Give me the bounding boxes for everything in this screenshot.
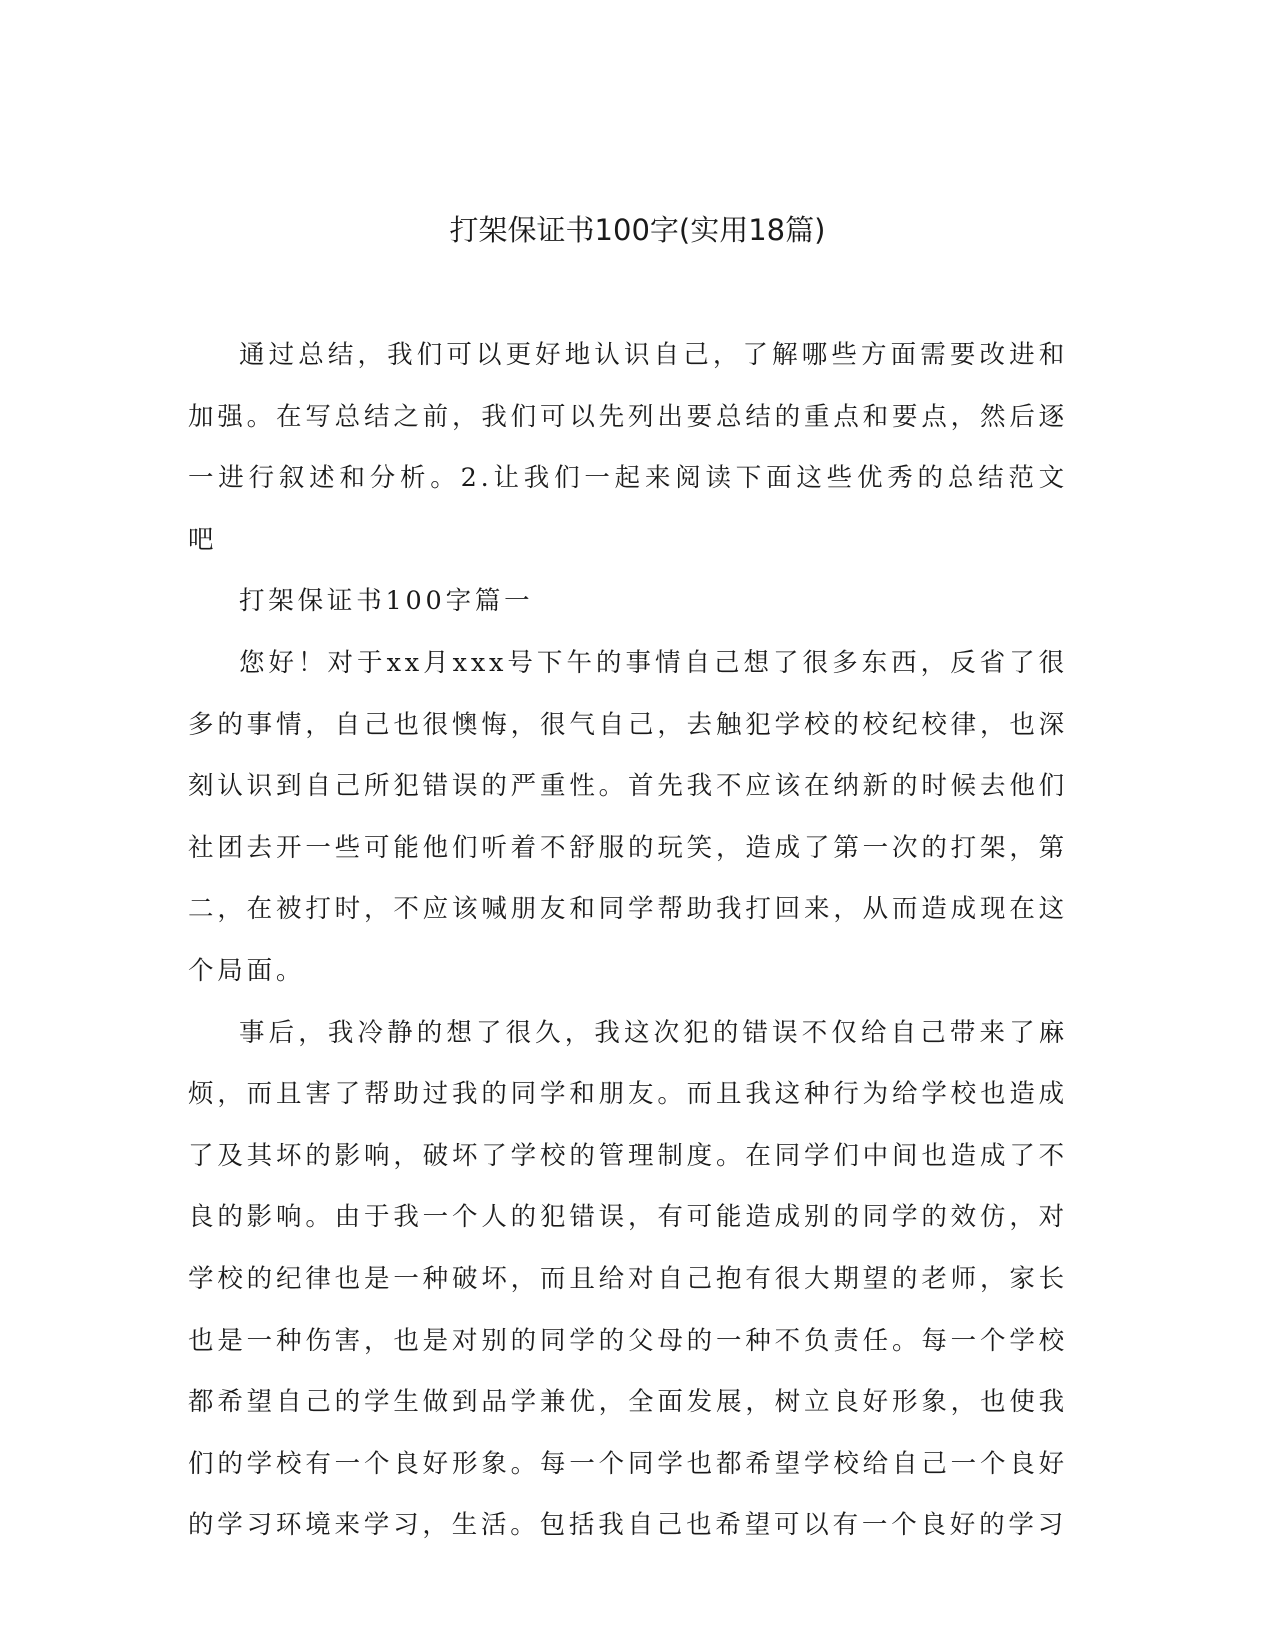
- intro-paragraph: 通过总结，我们可以更好地认识自己，了解哪些方面需要改进和加强。在写总结之前，我们可以先列出要总结的重点和要点，然后逐一进行叙述和分析。2.让我们一起来阅读下面这些优秀的总结范文吧: [188, 340, 1068, 555]
- body-paragraph-2: 事后，我冷静的想了很久，我这次犯的错误不仅给自己带来了麻烦，而且害了帮助过我的同学和朋友。而且我这种行为给学校也造成了及其坏的影响，破坏了学校的管理制度。在同学们中间也造成了不良的影响。由于我一个人的犯错误，有可能造成别的同学的效仿，对学校的纪律也是一种破坏，而且给对自己抱有很大期望的老师，家长也是一种伤害，也是对别的同学的父母的一种不负责任。每一个学校都希望自己的学生做到品学兼优，全面发展，树立良好形象，也使我们的学校有一个良好形象。每一个同学也都希望学校给自己一个良好的学习环境来学习，生活。包括我自己也希望可以有一个良好的学习: [188, 1017, 1068, 1541]
- section-heading: 打架保证书100字篇一: [239, 586, 534, 617]
- document-body: [188, 325, 1068, 1557]
- document-title: 打架保证书100字(实用18篇): [449, 213, 826, 247]
- body-paragraph-1: 您好！对于xx月xxx号下午的事情自己想了很多东西，反省了很多的事情，自己也很懊悔，很气自己，去触犯学校的校纪校律，也深刻认识到自己所犯错误的严重性。首先我不应该在纳新的时候去他们社团去开一些可能他们听着不舒服的玩笑，造成了第一次的打架，第二，在被打时，不应该喊朋友和同学帮助我打回来，从而造成现在这个局面。: [188, 647, 1068, 986]
